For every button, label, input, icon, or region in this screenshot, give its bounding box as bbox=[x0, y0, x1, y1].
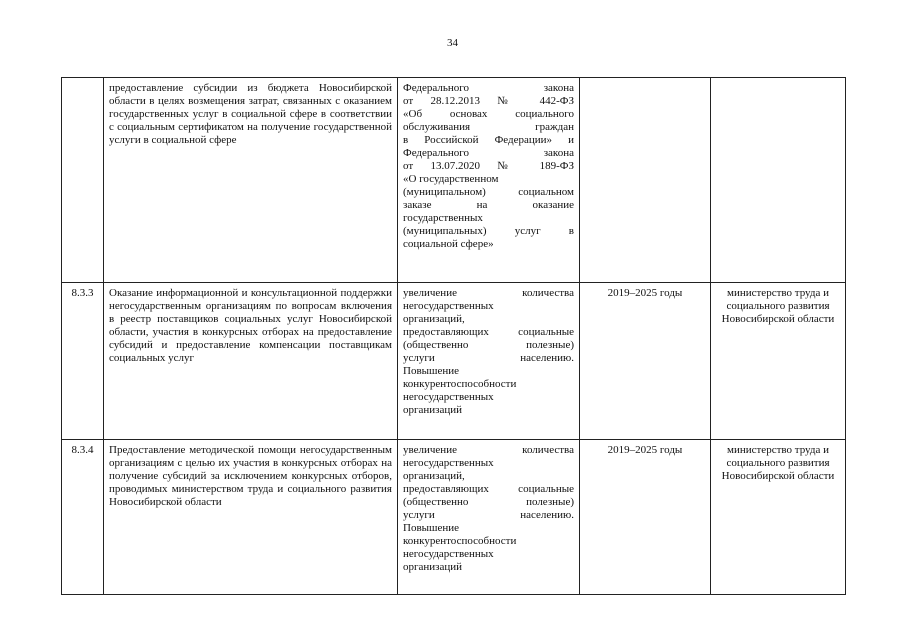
result-line: в Российской Федерации» и bbox=[403, 134, 574, 146]
result-line: организаций, bbox=[403, 313, 465, 325]
activities-table bbox=[61, 77, 846, 595]
executor-cell: министерство труда и социального развития Новосибирской области bbox=[711, 283, 846, 440]
result-line: негосударственных bbox=[403, 457, 494, 469]
result-line: (общественно полезные) bbox=[403, 496, 574, 508]
result-line: Федерального закона bbox=[403, 82, 574, 94]
result-line: предоставляющих социальные bbox=[403, 326, 574, 338]
expected-result-cell bbox=[398, 283, 580, 440]
result-line: увеличение количества bbox=[403, 287, 574, 299]
result-line: «Об основах социального bbox=[403, 108, 574, 120]
term-cell: 2019–2025 годы bbox=[580, 283, 711, 440]
result-line: (муниципальных) услуг в bbox=[403, 225, 574, 237]
row-number-cell: 8.3.3 bbox=[62, 283, 104, 440]
result-line: негосударственных bbox=[403, 300, 494, 312]
row-number-cell: 8.3.4 bbox=[62, 440, 104, 595]
table-row bbox=[62, 78, 846, 283]
result-line: услуги населению. bbox=[403, 509, 574, 521]
term-cell: 2019–2025 годы bbox=[580, 440, 711, 595]
result-line: обслуживания граждан bbox=[403, 121, 574, 133]
activity-name-cell: Оказание информационной и консультационной поддержки негосударственным организациям по вопросам включения в реестр поставщиков социальных услуг Новосибирской области, участия в конкурсных отборах на предоставление субсидий и предоставление компенсации поставщикам социальных услуг bbox=[104, 283, 398, 440]
expected-result-cell bbox=[398, 440, 580, 595]
result-line: «О государственном bbox=[403, 173, 499, 185]
result-line: организаций, bbox=[403, 470, 465, 482]
result-line: организаций bbox=[403, 561, 463, 573]
result-line: конкурентоспособности bbox=[403, 378, 517, 390]
result-line: от 28.12.2013 № 442-ФЗ bbox=[403, 95, 574, 107]
table-row bbox=[62, 440, 846, 595]
table-row bbox=[62, 283, 846, 440]
expected-result-cell bbox=[398, 78, 580, 283]
term-cell bbox=[580, 78, 711, 283]
result-line: заказе на оказание bbox=[403, 199, 574, 211]
result-line: Повышение bbox=[403, 522, 460, 534]
result-line: предоставляющих социальные bbox=[403, 483, 574, 495]
result-line: услуги населению. bbox=[403, 352, 574, 364]
activity-name-cell: Предоставление методической помощи негосударственным организациям с целью их участия в конкурсных отборах на получение субсидий за исключением конкурсных отборов, проводимых министерством труда и социального развития Новосибирской области bbox=[104, 440, 398, 595]
result-line: конкурентоспособности bbox=[403, 535, 517, 547]
result-line: (муниципальном) социальном bbox=[403, 186, 574, 198]
result-line: негосударственных bbox=[403, 391, 494, 403]
executor-cell: министерство труда и социального развития Новосибирской области bbox=[711, 440, 846, 595]
result-line: увеличение количества bbox=[403, 444, 574, 456]
result-line: государственных bbox=[403, 212, 483, 224]
page-number: 34 bbox=[447, 37, 458, 49]
executor-cell bbox=[711, 78, 846, 283]
row-number-cell bbox=[62, 78, 104, 283]
result-line: (общественно полезные) bbox=[403, 339, 574, 351]
result-line: организаций bbox=[403, 404, 463, 416]
result-line: социальной сфере» bbox=[403, 238, 494, 250]
result-line: Повышение bbox=[403, 365, 460, 377]
result-line: Федерального закона bbox=[403, 147, 574, 159]
result-line: негосударственных bbox=[403, 548, 494, 560]
result-line: от 13.07.2020 № 189-ФЗ bbox=[403, 160, 574, 172]
activity-name-cell: предоставление субсидии из бюджета Новосибирской области в целях возмещения затрат, связанных с оказанием государственных услуг в социальной сфере в соответствии с социальным сертификатом на получение государственной услуги в социальной сфере bbox=[104, 78, 398, 283]
